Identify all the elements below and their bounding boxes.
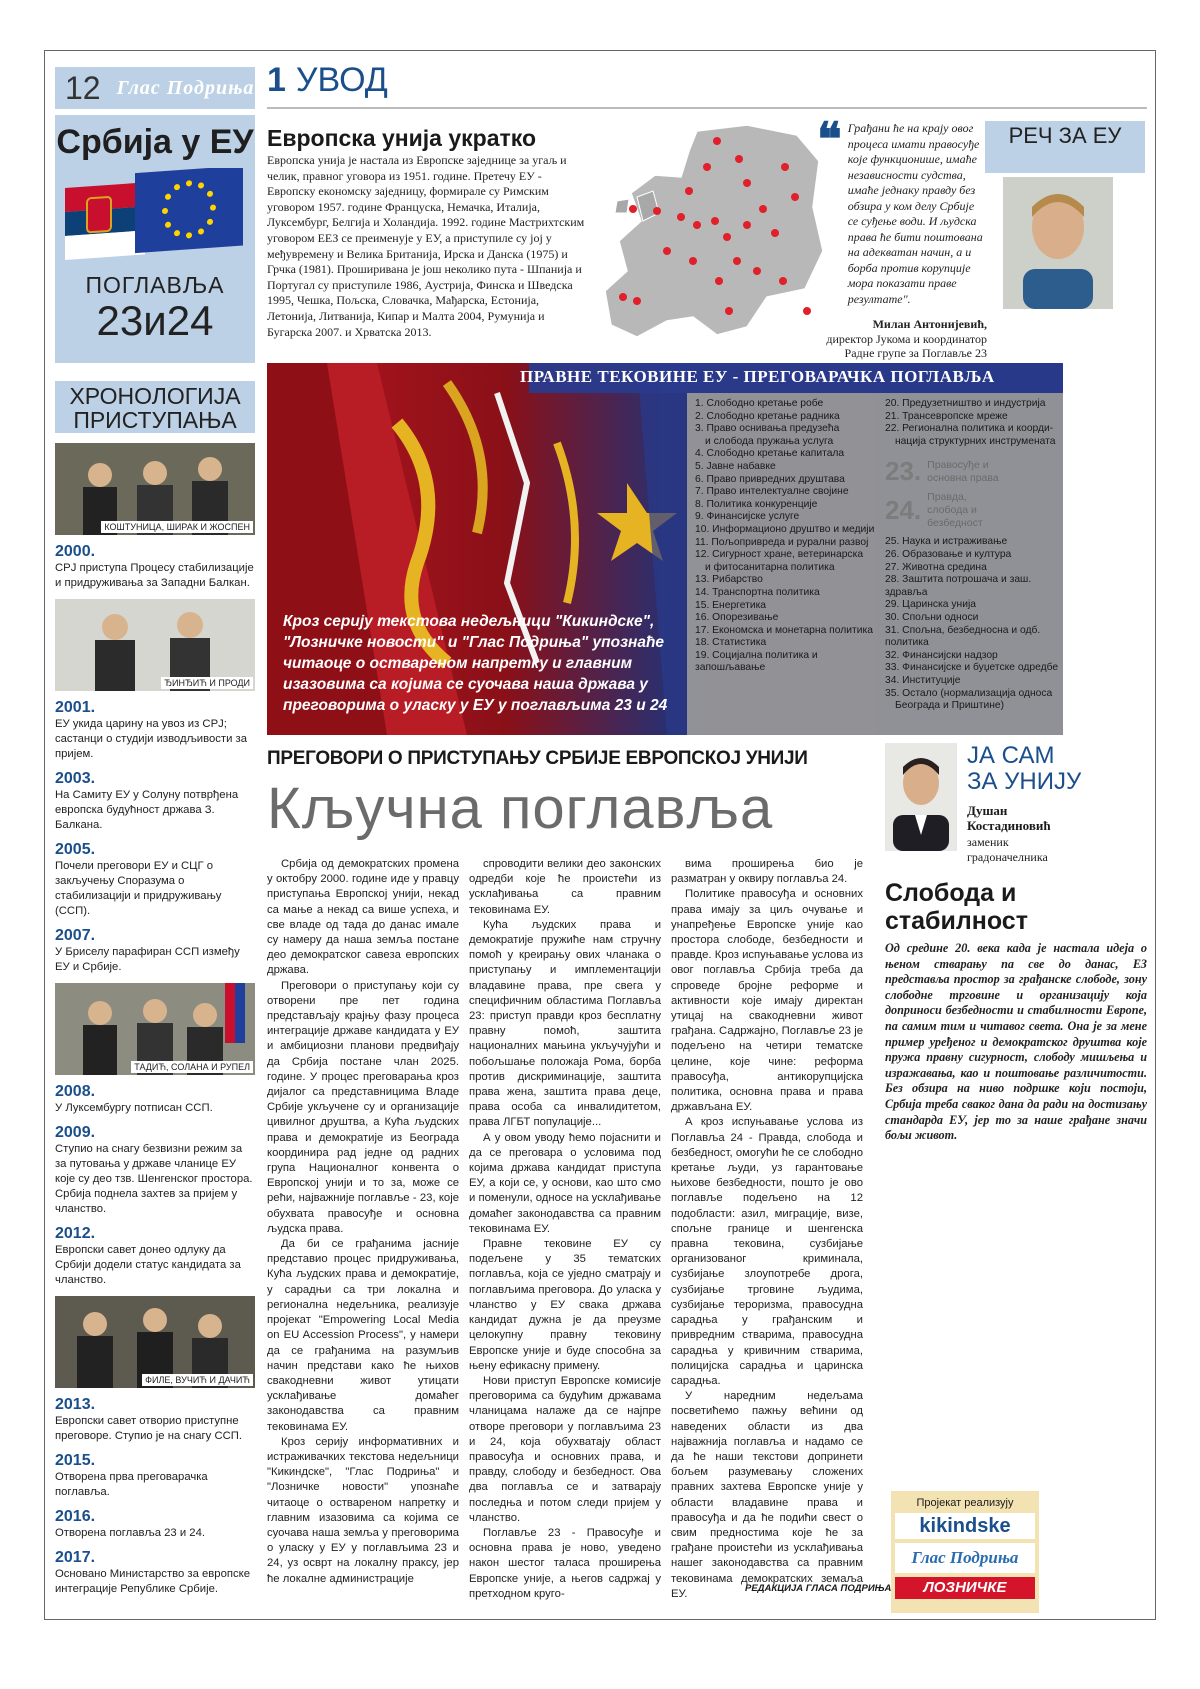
person-name: Душан Костадиновић xyxy=(967,803,1051,833)
chapter-item: 31. Спољна, безбедносна и одб. политика xyxy=(885,624,1041,649)
chapter-item: 1. Слободно кретање робе xyxy=(695,398,824,409)
timeline-text: Европски савет отворио приступне преговоре. Ступио је на снагу ССП. xyxy=(55,1415,243,1442)
banner-title: ПРАВНЕ ТЕКОВИНЕ ЕУ - ПРЕГОВАРАЧКА ПОГЛАВЉА xyxy=(520,367,995,386)
timeline-year: 2016. xyxy=(55,1508,96,1525)
chapter-item: и слобода пружања услуга xyxy=(705,435,834,447)
timeline-text: Основано Министарство за европске интеграције Републике Србије. xyxy=(55,1568,250,1595)
chapter-item: 16. Опорезивање xyxy=(695,612,779,624)
chapter-item: 30. Спољни односи xyxy=(885,611,979,623)
timeline-year: 2008. xyxy=(55,1083,96,1100)
chapter-item: 25. Наука и истраживање xyxy=(885,536,1008,548)
section-title: УВОД xyxy=(295,61,388,99)
article-column-3 xyxy=(671,857,863,1602)
chapter-24-number: 24. xyxy=(885,495,922,526)
photo-djindjic xyxy=(55,599,255,691)
rec-za-eu xyxy=(985,121,1145,309)
photo-caption: ТАДИЋ, СОЛАНА И РУПЕЛ xyxy=(131,1061,253,1073)
left-sidebar xyxy=(55,67,255,1597)
chapters-list-right xyxy=(885,398,1065,713)
section-header xyxy=(267,61,1147,109)
chapter-item: 34. Институције xyxy=(885,674,961,686)
author-portrait xyxy=(1003,177,1113,309)
photo-caption: КОШТУНИЦА, ШИРАК И ЖОСПЕН xyxy=(101,521,253,533)
chapter-23-number: 23. xyxy=(885,456,922,487)
chapter-23 xyxy=(885,456,1065,487)
chapter-item: 7. Право интелектуалне својине xyxy=(695,486,849,498)
timeline-year: 2013. xyxy=(55,1396,96,1413)
flags-illustration xyxy=(65,168,245,266)
timeline-year: 2005. xyxy=(55,841,96,858)
quote-block xyxy=(817,114,987,361)
kikindske-logo: kikindske xyxy=(895,1513,1035,1539)
chapter-24 xyxy=(885,491,1065,530)
portrait-icon xyxy=(1003,177,1113,309)
photo-kostunica xyxy=(55,443,255,535)
photo-caption: ФИЛЕ, ВУЧИЋ И ДАЧИЋ xyxy=(142,1374,253,1386)
article-paragraph: Да би се грађанима јасније представио процес придруживања, Кућа људских права и демократије, у сарадњи са три локална и регионална недељника, реализује пројекат "Empowering Local Media on EU Accession Process", у намери да се грађанима на разумљив начин представи како ће њихов свакодневни живот утицати усклађивање домаћег законодавства са правним тековинама ЕУ. xyxy=(267,1238,459,1433)
chapter-item: 3. Право оснивања предузећа xyxy=(695,423,840,435)
chapter-list xyxy=(885,398,1065,448)
za-uniju-title: ЗА УНИЈУ xyxy=(967,768,1082,795)
article-paragraph: Поглавље 23 - Правосуђе и основна права је ново, уведено након шестог таласа проширења Европске уније, а његов садржај у претходном круго- xyxy=(469,1526,661,1600)
person-role: заменик градоначелника xyxy=(967,835,1048,864)
europe-map xyxy=(597,121,827,343)
article-paragraph: А у овом уводу ћемо појаснити и да се преговара о условима под којима држава кандидат приступа ЕУ, а који се, у основи, као што смо и поменули, односе на усклађивање домаћег законодавства са правним тековинама ЕУ. xyxy=(469,1131,661,1235)
chapter-item: 35. Остало (нормализација односа xyxy=(885,687,1053,699)
chapter-item: 22. Регионална политика и коорди- xyxy=(885,423,1054,435)
chapters-list-left xyxy=(695,398,875,675)
chapter-item: 12. Сигурност хране, ветеринарска xyxy=(695,549,864,561)
photo-tadic xyxy=(55,983,255,1075)
author-portrait xyxy=(885,743,957,851)
article-paragraph: вима проширења био је разматран у оквиру поглавља 24. xyxy=(671,858,863,886)
article-headline: Кључна поглавља xyxy=(267,776,774,841)
timeline-year: 2015. xyxy=(55,1452,96,1469)
promo-chapters-label: ПОГЛАВЉА xyxy=(85,272,225,298)
article-signature: РЕДАКЦИЈА ГЛАСА ПОДРИЊА xyxy=(745,1583,892,1594)
banner-text: Кроз серију текстова недељници "Кикиндске", "Лозничке новости" и "Глас Подриња" упознаће читаоце о оствареном напретку и главним изазовима са којима се суочава наша држава у преговорима о уласку у ЕУ у поглављима 23 и 24 xyxy=(283,613,668,714)
intro-text: Европска унија је настала из Европске заједнице за угаљ и челик, правног уговора из 1951. године. Претечу ЕУ - Европску економску заједницу, формирале су Римским уговором 1957. године Француска, Немачка, Италија, Луксембург, Белгија и Холандија. 1992. године Мастрихтским уговором ЕЕЗ се преименује у ЕУ, а приступиле су јој у међувремену и Велика Британија, Ирска и Данска (1975) и Грчка (1981). Проширивана је још неколико пута - Шпанија и Португал су приступиле 1986, Аустрија, Финска и Шведска 1995, Чешка, Пољска, Словачка, Мађарска, Естонија, Летонија, Литванија, Кипар и Малта 2004, Румунија и Бугарска 2007. и Хрватска 2013. xyxy=(267,153,585,339)
loznicke-logo: ЛОЗНИЧКЕ xyxy=(895,1577,1035,1599)
article-paragraph: Кућа људских права и демократије пружиће нам стручну помоћ у креирању ових чланака о приступању и имплементацији владавине права, пре свега у специфичним областима Поглавља 23: приступ правди кроз бесплатну правну помоћ, заштита националних мањина укључујући и побољшање положаја Рома, борба против дискриминације, заштита права жена, заштита права деце, права особа са инвалидитетом, права ЛГБТ популације... xyxy=(469,918,661,1129)
ja-sam-title: ЈА САМ xyxy=(967,742,1055,769)
timeline-text: Отворена поглавља 23 и 24. xyxy=(55,1527,206,1539)
section-number: 1 xyxy=(267,61,286,99)
timeline-text: Ступио на снагу безвизни режим за за путовања у државе чланице ЕУ које су део тзв. Шенгенског простора. Србија поднела захтев за пријем у чланство. xyxy=(55,1143,253,1215)
chapter-item: 27. Животна средина xyxy=(885,561,987,573)
article-paragraph: спроводити велики део законских одредби које ће проистећи из усклађивања са правним тековинама ЕУ. xyxy=(469,858,661,916)
article-paragraph: Србија од демократских промена у октобру 2000. године иде у правцу приступања Европској унији, некад са мање а некад са више успеха, и све владе од тада до данас имале су намеру да наша земља постане део демократског савеза европских држава. xyxy=(267,858,459,977)
chapter-item: Београда и Приштине) xyxy=(895,700,1005,712)
flags-icon xyxy=(65,168,245,266)
chapter-item: 10. Информационо друштво и медији xyxy=(695,523,875,535)
ja-sam-za-uniju xyxy=(885,743,1145,865)
chapter-item: 11. Пољопривреда и рурални развој xyxy=(695,536,869,548)
serbia-eu-promo xyxy=(55,115,255,363)
chapter-item: 8. Политика конкуренције xyxy=(695,498,818,510)
timeline-year: 2000. xyxy=(55,543,96,560)
chapter-item: 33. Финансијске и буџетске одредбе xyxy=(885,662,1059,674)
chapter-item: 18. Статистика xyxy=(695,637,767,649)
timeline-year: 2017. xyxy=(55,1549,96,1566)
quote-author-name: Милан Антонијевић, xyxy=(872,317,987,331)
timeline-text: Отворена прва преговарачка поглавља. xyxy=(55,1471,208,1498)
article-paragraph: Преговори о приступању који су отворени пре пет година представљају крајњу фазу процеса интеграције државе кандидата у ЕУ и амбициозни планови предвиђају да Србија постане члан 2025. године. У процес преговарања кроз дијалог са представницима Владе Србије укључене су и организације цивилног друштва, а Кућа људских права и демократије из Београда координира рад једне од радних група Националног конвента о Европској унији и то за, може се рећи, најважније поглавље - 23, које обухвата правосуђе и основна људска права. xyxy=(267,979,459,1235)
chapter-item: 19. Социјална политика и запошљавање xyxy=(695,649,818,674)
chapter-list xyxy=(695,398,875,675)
page-number: 12 xyxy=(65,69,101,106)
chapter-item: 32. Финансијски надзор xyxy=(885,649,998,661)
chapter-item: 15. Енергетика xyxy=(695,599,767,611)
article-paragraph: У наредним недељама посветићемо пажњу већини од наведених области из два најважнија поглавља и надамо се да ће наши текстови допринети бољем разумевању сложених правних захтева Европске уније у области владавине права и правосуђа и да ће подићи свест о свим предностима које ће за грађане проистећи из усклађивања нашег законодавства са правним тековинама демократских земаља ЕУ. xyxy=(671,1390,863,1600)
chapter-item: 5. Јавне набавке xyxy=(695,460,776,472)
chronology-title: ХРОНОЛОГИЈА ПРИСТУПАЊА xyxy=(55,381,255,433)
photo-caption: ЂИНЂИЋ И ПРОДИ xyxy=(161,677,253,689)
chapter-item: 14. Транспортна политика xyxy=(695,586,820,598)
article-column-2 xyxy=(469,857,661,1602)
chapter-item: 17. Економска и монетарна политика xyxy=(695,624,873,636)
chapter-23-label: Правосуђе и основна права xyxy=(927,458,999,484)
chapter-item: 21. Трансевропске мреже xyxy=(885,410,1008,422)
chapter-item: 9. Финансијске услуге xyxy=(695,511,800,523)
chapter-item: 20. Предузетништво и индустрија xyxy=(885,398,1046,409)
timeline-text: У Бриселу парафиран ССП између ЕУ и Србије. xyxy=(55,946,240,973)
chapter-item: 2. Слободно кретање радника xyxy=(695,410,840,422)
quote-mark-icon: ❝ xyxy=(817,114,842,165)
project-label: Пројекат реализују xyxy=(916,1497,1014,1509)
chapter-item: 4. Слободно кретање капитала xyxy=(695,448,845,460)
timeline-year: 2003. xyxy=(55,770,96,787)
chapter-item: и фитосанитарна политика xyxy=(705,561,835,573)
rec-za-eu-label: РЕЧ ЗА ЕУ xyxy=(985,121,1145,173)
timeline-text: Европски савет донео одлуку да Србији додели статус кандидата за чланство. xyxy=(55,1244,241,1286)
freedom-title: Слобода и стабилност xyxy=(885,879,1028,935)
timeline-text: На Самиту ЕУ у Солуну потврђена европска будућност држава З. Балкана. xyxy=(55,789,239,831)
quote-author xyxy=(817,317,987,361)
newspaper-page xyxy=(44,50,1156,1620)
timeline-text: У Луксембургу потписан ССП. xyxy=(55,1102,213,1114)
article-paragraph: Правне тековине ЕУ су подељене у 35 тематских поглавља, која се уједно сматрају и поглављима преговора. До уласка у чланство у ЕУ свака држава кандидат дужна је да преузме целокупну правну тековину Европске уније и буде способна за њену ефикасну примену. xyxy=(469,1238,661,1372)
article-kicker: ПРЕГОВОРИ О ПРИСТУПАЊУ СРБИЈЕ ЕВРОПСКОЈ УНИЈИ xyxy=(267,748,808,769)
timeline-year: 2012. xyxy=(55,1225,96,1242)
chapter-item: нација структурних инструмената xyxy=(895,435,1056,447)
promo-chapters-numbers: 23и24 xyxy=(96,297,214,344)
chapter-item: 28. Заштита потрошача и заш. здравља xyxy=(885,574,1032,598)
portrait-icon xyxy=(885,743,957,851)
chapter-item: 13. Рибарство xyxy=(695,574,763,586)
freedom-text: Од средине 20. века када је настала идеја о њеном стварању па све до данас, ЕЗ представља простор за грађанске слободе, зону слободне трговине и организацију која доприноси безбедности и стабилности Европе, па самим тим и читавог света. Она је за мене пример уређеног и демократског друштва које пружа правну сигурност, слободу мишљења и изражавања, као и поштовање различитости. Без обзира на ниво подршке који постоји, Србија треба сваког дана да ради на достизању стандарда ЕУ, јер то за наше грађане значи бољи живот. xyxy=(885,941,1147,1143)
timeline-year: 2007. xyxy=(55,927,96,944)
article-paragraph: Политике правосуђа и основних права имају за циљ очување и унапређење Европске уније као простора слободе, безбедности и правде. Кроз испуњавање услова из овог поглавља Србија треба да спроведе бројне реформе и активности које имају директан утицај на свакодневни живот грађана. Садржајно, Поглавље 23 је подељено на четири тематске целине, које чине: реформа правосуђа, антикорупцијска политика, основна права и права држављана ЕУ. xyxy=(671,888,863,1114)
chapter-list xyxy=(885,536,1065,712)
glas-podrinja-logo: Глас Подриња xyxy=(895,1543,1035,1573)
europe-map-icon xyxy=(597,121,827,343)
quote-author-role: директор Јукома и координатор Радне групе за Поглавље 23 xyxy=(826,331,987,360)
chapter-item: 26. Образовање и култура xyxy=(885,548,1012,560)
article-paragraph: Кроз серију информативних и истраживачких текстова недељници "Кикиндске", "Глас Подриња" и "Лозничке новости" упознаће читаоце о оствареном напретку и главним изазовима са којима се суочава наша земља у преговорима о уласку у ЕУ у поглављима 23 и 24, уз осврт на локалну праксу, јер ће локалне администрације xyxy=(267,1435,459,1585)
timeline-year: 2009. xyxy=(55,1124,96,1141)
article-column-1 xyxy=(267,857,459,1587)
article-paragraph: А кроз испуњавање услова из Поглавља 24 - Правда, слобода и безбедност, омогући ће се слободно кретање људи, уз гарантовање њихове безбедности, пошто је ово поглавље подељено на 12 подобласти: азил, миграције, визе, спољне границе и шенгенска правна тековина, сузбијање организованог криминала, сузбијање злоупотребе дрога, сузбијање трговине људима, сузбијање тероризма, правосудна сарадња у грађанским и привредним стварима, правосудна сарадња у кривичним стварима, полицијска сарадња и царинска сарадња. xyxy=(671,1116,863,1387)
quote-text: Грађани ће на крају овог процеса имати правосуђе које функционише, имаће независности судства, имаће једнаку правду без обзира у ком делу Србије се суђење води. И људска права ће бити поштована на адекватан начин, а и борба против корупције мора показати праве резултате". xyxy=(847,121,983,306)
timeline-text: ЕУ укида царину на увоз из СРЈ; састанци о студији изводљивости за пријем. xyxy=(55,718,248,760)
timeline-text: Почели преговори ЕУ и СЦГ о закључењу Споразума о стабилизацији и придруживању (ССП). xyxy=(55,860,222,917)
freedom-column xyxy=(885,879,1147,1144)
chapter-24-label: Правда, слобода и безбедност xyxy=(927,491,983,530)
paper-logo: Глас Подриња xyxy=(116,77,255,99)
timeline-year: 2001. xyxy=(55,699,96,716)
article-paragraph: Нови приступ Европске комисије преговорима са будућим државама чланицама налаже да се најпре отворе преговори у поглављима 23 и 24, која обухватају област правосуђа и основних права, и правду, слободу и безбедност. Ова два поглавља се и затварају последња и потом следи пријем у чланство. xyxy=(469,1374,661,1524)
promo-title: Србија у ЕУ xyxy=(56,123,254,161)
project-partners-box xyxy=(891,1491,1039,1613)
intro-title: Европска унија укратко xyxy=(267,125,537,151)
timeline-text: СРЈ приступа Процесу стабилизације и придруживања за Западни Балкан. xyxy=(55,562,254,589)
chapter-item: 29. Царинска унија xyxy=(885,599,976,611)
chapter-item: 6. Право привредних друштава xyxy=(695,473,845,485)
page-header-box xyxy=(55,67,255,109)
photo-file xyxy=(55,1296,255,1388)
